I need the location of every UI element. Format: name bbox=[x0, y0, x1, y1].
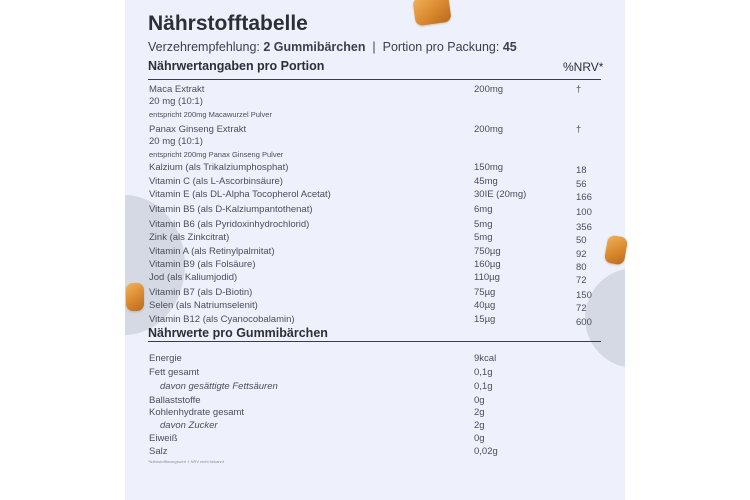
divider-line bbox=[148, 341, 601, 342]
nutrient-amount: 30IE (20mg) bbox=[474, 189, 527, 200]
nutrient-amount: 200mg bbox=[474, 124, 504, 135]
energy-name: davon gesättigte Fettsäuren bbox=[160, 381, 278, 392]
serving-info bbox=[148, 40, 517, 54]
nutrient-name: Kalzium (als Trikalziumphosphat) bbox=[149, 162, 289, 173]
nutrient-name: Vitamin A (als Retinylpalmitat) bbox=[149, 246, 275, 257]
nrv-column-heading: %NRV* bbox=[563, 60, 604, 74]
energy-name: Kohlenhydrate gesamt bbox=[149, 407, 245, 418]
nutrient-amount: 160µg bbox=[474, 259, 501, 270]
nutrient-nrv: 50 bbox=[576, 235, 587, 246]
energy-name: Eiweiß bbox=[149, 433, 178, 444]
nutrient-name: Vitamin B5 (als D-Kalziumpantothenat) bbox=[149, 204, 313, 215]
energy-name: Salz bbox=[149, 446, 168, 457]
nutrient-amount: 6mg bbox=[474, 204, 493, 215]
nutrient-nrv: 80 bbox=[576, 262, 587, 273]
energy-amount: 0g bbox=[474, 395, 485, 406]
nutrient-name: Zink (als Zinkcitrat) bbox=[149, 232, 230, 243]
section-heading-per-portion: Nährwertangaben pro Portion bbox=[148, 59, 325, 73]
energy-name: Energie bbox=[149, 353, 182, 364]
nutrient-nrv: 600 bbox=[576, 317, 592, 328]
serving-value: 2 Gummibärchen bbox=[263, 40, 366, 54]
divider-line bbox=[148, 79, 601, 80]
nutrient-amount: 150mg bbox=[474, 162, 504, 173]
nutrient-amount: 5mg bbox=[474, 219, 493, 230]
nutrient-amount: 5mg bbox=[474, 232, 493, 243]
nutrient-amount: 15µg bbox=[474, 314, 496, 325]
nutrient-amount: 110µg bbox=[474, 272, 500, 283]
nutrient-name: Vitamin E (als DL-Alpha Tocopherol Acetat) bbox=[149, 189, 331, 200]
serving-separator: | bbox=[365, 40, 383, 54]
nutrient-nrv: 92 bbox=[576, 249, 587, 260]
nutrient-name: Vitamin C (als L-Ascorbinsäure) bbox=[149, 176, 283, 187]
per-pack-prefix: Portion pro Packung: bbox=[382, 40, 503, 54]
footnote: *Nährstoffbezugswert † NRV nicht bekannt bbox=[148, 459, 224, 464]
serving-prefix: Verzehrempfehlung: bbox=[148, 40, 264, 54]
nutrient-name: Vitamin B12 (als Cyanocobalamin) bbox=[149, 314, 295, 325]
nutrient-name: Selen (als Natriumselenit) bbox=[149, 300, 258, 311]
nutrient-amount: 75µg bbox=[474, 287, 496, 298]
nutrient-name: Panax Ginseng Extrakt bbox=[149, 124, 247, 135]
energy-amount: 0g bbox=[474, 433, 485, 444]
energy-name: davon Zucker bbox=[160, 420, 218, 431]
page-title: Nährstofftabelle bbox=[148, 12, 308, 35]
nutrient-nrv: 356 bbox=[576, 222, 592, 233]
nutrient-note: entspricht 200mg Panax Ginseng Pulver bbox=[149, 150, 284, 159]
nutrient-nrv: 100 bbox=[576, 207, 592, 218]
nutrient-nrv: 72 bbox=[576, 275, 587, 286]
nutrient-dosage: 20 mg (10:1) bbox=[149, 96, 203, 107]
energy-amount: 0,1g bbox=[474, 367, 493, 378]
per-pack-value: 45 bbox=[502, 40, 517, 54]
section-heading-per-gummy: Nährwerte pro Gummibärchen bbox=[148, 326, 328, 340]
energy-amount: 2g bbox=[474, 407, 485, 418]
nutrient-name: Maca Extrakt bbox=[149, 84, 205, 95]
nutrient-nrv: 150 bbox=[576, 290, 592, 301]
nutrient-nrv: 72 bbox=[576, 303, 587, 314]
nutrient-nrv: 18 bbox=[576, 165, 587, 176]
nutrient-nrv: 56 bbox=[576, 179, 587, 190]
nutrient-nrv: 166 bbox=[576, 192, 592, 203]
nutrient-note: entspricht 200mg Macawurzel Pulver bbox=[149, 110, 272, 119]
nutrient-name: Vitamin B6 (als Pyridoxinhydrochlorid) bbox=[149, 219, 310, 230]
energy-amount: 0,1g bbox=[474, 381, 493, 392]
energy-amount: 0,02g bbox=[474, 446, 498, 457]
nutrient-amount: 750µg bbox=[474, 246, 501, 257]
gummy-bear-image-left bbox=[126, 283, 144, 311]
energy-name: Fett gesamt bbox=[149, 367, 200, 378]
energy-name: Ballaststoffe bbox=[149, 395, 201, 406]
energy-amount: 9kcal bbox=[474, 353, 497, 364]
nutrient-nrv: † bbox=[576, 84, 582, 95]
nutrient-name: Vitamin B7 (als D-Biotin) bbox=[149, 287, 253, 298]
nutrient-dosage: 20 mg (10:1) bbox=[149, 136, 203, 147]
nutrient-name: Jod (als Kaliumjodid) bbox=[149, 272, 238, 283]
nutrient-name: Vitamin B9 (als Folsäure) bbox=[149, 259, 256, 270]
nutrient-nrv: † bbox=[576, 124, 582, 135]
nutrient-amount: 45mg bbox=[474, 176, 498, 187]
energy-amount: 2g bbox=[474, 420, 485, 431]
nutrient-amount: 40µg bbox=[474, 300, 496, 311]
nutrient-amount: 200mg bbox=[474, 84, 504, 95]
